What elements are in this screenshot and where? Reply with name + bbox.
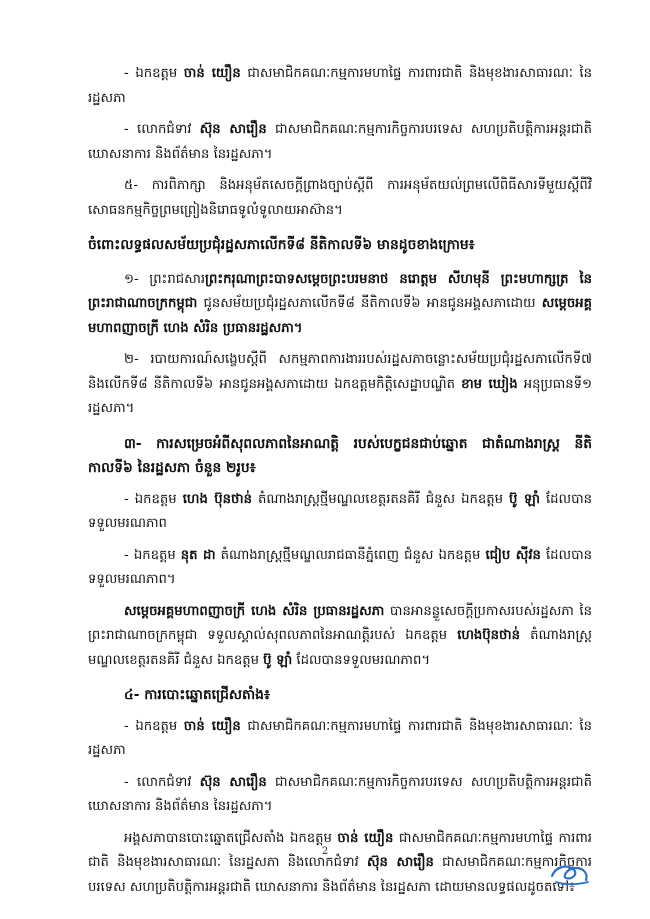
text-run: - ឯកឧត្តម (124, 491, 183, 507)
paragraph (88, 827, 592, 901)
section-heading (88, 432, 592, 481)
text-run: តំណាងរាស្ត្រថ្មីមណ្ឌលរាជធានីភ្នំពេញ ជំនួស ឯកឧត្តម (215, 547, 486, 563)
bold-text: ហេងប៊ុនថាន់ (457, 628, 520, 643)
text-run: ជាសមាជិកគណៈកម្មការកិច្ចការបរទេស សហប្រតិបត្តិការអន្តរជាតិ ឃោសនាការ និងព័ត៌មាន នៃរដ្ឋសភា។ (88, 774, 592, 814)
paragraph (88, 268, 592, 342)
bold-text: ៣- ការសម្រេចអំពីសុពលភាពនៃអាណត្តិ របស់បេក្ខជនជាប់ឆ្នោត ជាតំណាងរាស្ត្រ នីតិកាលទី៦ នៃរដ្ឋសភា ចំនួន ២រូប៖ (88, 435, 592, 476)
text-run: - ឯកឧត្តម (124, 66, 184, 81)
bold-text: ស៊ុន សារឿន (199, 122, 267, 137)
bold-text: ស៊ុន សារឿន (366, 855, 434, 870)
bold-text: ៤- ការបោះឆ្នោតជ្រើសតាំង៖ (124, 687, 271, 703)
paragraph (88, 771, 592, 820)
text-run: ជាសមាជិកគណៈកម្មការកិច្ចការបរទេស សហប្រតិបត្តិការអន្តរជាតិ ឃោសនាការ និងព័ត៌មាន នៃរដ្ឋសភា។ (88, 122, 592, 162)
section-heading (88, 683, 592, 708)
text-run: តំណាងរាស្ត្រថ្មីមណ្ឌលខេត្តរតនគិរី ជំនួស ឯកឧត្តម (251, 491, 509, 507)
bold-text: ខាម ឃៀង (461, 376, 518, 392)
text-run: ដែលបានទទួលមរណភាព។ (88, 547, 593, 587)
text-run: - លោកជំទាវ (124, 122, 200, 137)
paragraph (88, 715, 592, 764)
text-run: ២- របាយការណ៍សង្ខេបស្តីពី សកម្មភាពការងាររបស់រដ្ឋសភាចន្លោះសម័យប្រជុំរដ្ឋសភាលើកទី៧ និងលើកទី៨ នីតិកាលទី៦ អានជូនអង្គសភាដោយ ឯកឧត្តមកិត្តិសេដ្ឋាបណ្ឌិត (88, 352, 592, 392)
text-run: - ឯកឧត្តម (124, 547, 181, 563)
text-run: ជាសមាជិកគណៈកម្មការមហាផ្ទៃ ការពារជាតិ និងមុខងារសាធារណៈ នៃរដ្ឋសភា (88, 66, 592, 106)
text-run: បានអានន្លួសេចក្តីប្រកាសរបស់រដ្ឋសភា នៃព្រះរាជាណាចក្រកម្ពុជា ទទួលស្គាល់សុពលភាពនៃអាណត្តិរបស់ ឯកឧត្តម (88, 603, 592, 643)
bold-text: ចាន់ យឿន (337, 830, 394, 846)
bold-text: ស៊ុន សារឿន (199, 774, 267, 790)
section-heading (88, 233, 592, 258)
text-run: ជូនសម័យប្រជុំរដ្ឋសភាលើកទី៨ នីតិកាលទី៦ អានជូនអង្គសភាដោយ (197, 296, 542, 311)
paragraph (88, 600, 592, 674)
paragraph (88, 488, 592, 537)
paragraph (88, 62, 592, 111)
text-run: អនុប្រធានទី១ រដ្ឋសភា។ (88, 376, 593, 416)
bold-text: ចាន់ យឿន (183, 66, 241, 81)
bold-text: ចំពោះលទ្ធផលសម័យប្រជុំរដ្ឋសភាលើកទី៨ នីតិកាលទី៦ មានដូចខាងក្រោម៖ (88, 237, 475, 253)
text-run: - ឯកឧត្តម (124, 718, 184, 734)
bold-text: សម្តេចអគ្គមហាពញាចក្រី ហេង សំរិន ប្រធានរដ្ឋសភា (124, 603, 385, 619)
page-number: 2 (321, 846, 329, 857)
bold-text: ហេង ប៊ុនថាន់ (182, 491, 252, 507)
text-run: ជាសមាជិកគណៈកម្មការមហាផ្ទៃ ការពារជាតិ និងមុខងារសាធារណៈ នៃរដ្ឋសភា (88, 718, 592, 758)
handwritten-initial-icon (546, 858, 594, 888)
bold-text: សម្តេចអគ្គមហាពញាចក្រី ហេង សំរិន ប្រធានរដ្ឋសភា។ (88, 296, 592, 336)
bold-text: ប៊ូ ឡាំ (509, 491, 540, 507)
paragraph (88, 118, 592, 167)
paragraph (88, 348, 592, 422)
text-run: ជាសមាជិកគណៈកម្មការមហាផ្ទៃ ការពារជាតិ និងមុខងារសាធារណៈ នៃរដ្ឋសភា និងលោកជំទាវ (88, 830, 592, 870)
text-run: - លោកជំទាវ (124, 774, 200, 790)
text-run: តំណាងរាស្ត្រមណ្ឌលខេត្តរតនគិរី ជំនួស ឯកឧត្តម (88, 628, 592, 668)
bold-text: នុត ដា (180, 547, 216, 563)
text-run: ៥- ការពិភាក្សា និងអនុម័តសេចក្តីព្រាងច្បាប់ស្តីពី ការអនុម័តយល់ព្រមលើពិធីសារទីមួយស្តីពីវិសោធនកម្មកិច្ចព្រមព្រៀងនិរោធទូលំទូលាយអាស៊ាន។ (88, 178, 592, 218)
bold-text: ជៀប ស៊ីវន (485, 547, 541, 563)
text-run: ជាសមាជិកគណៈកម្មការកិច្ចការបរទេស សហប្រតិបត្តិការអន្តរជាតិ ឃោសនាការ និងព័ត៌មាន នៃរដ្ឋសភា ដោយមានលទ្ធផលដូចតទៅ៖ (88, 855, 592, 895)
bold-text: ប៊ូ ឡាំ (263, 652, 293, 668)
bold-text: ចាន់ យឿន (183, 718, 241, 734)
text-run: អង្គសភាបានបោះឆ្នោតជ្រើសតាំង ឯកឧត្តម (124, 830, 338, 846)
paragraph (88, 174, 592, 223)
bold-text: ព្រះករុណាព្រះបាទសម្តេចព្រះបរមនាថ នរោត្តម សីហមុនី ព្រះមហាក្សត្រ នៃព្រះរាជាណាចក្រកម្ពុជា (88, 271, 592, 311)
text-run: ដែលបានទទួលមរណភាព។ (292, 652, 431, 668)
text-run: ដែលបានទទួលមរណភាព (88, 491, 593, 531)
text-run: ១- ព្រះរាជសារ (124, 271, 206, 287)
paragraph (88, 544, 592, 593)
